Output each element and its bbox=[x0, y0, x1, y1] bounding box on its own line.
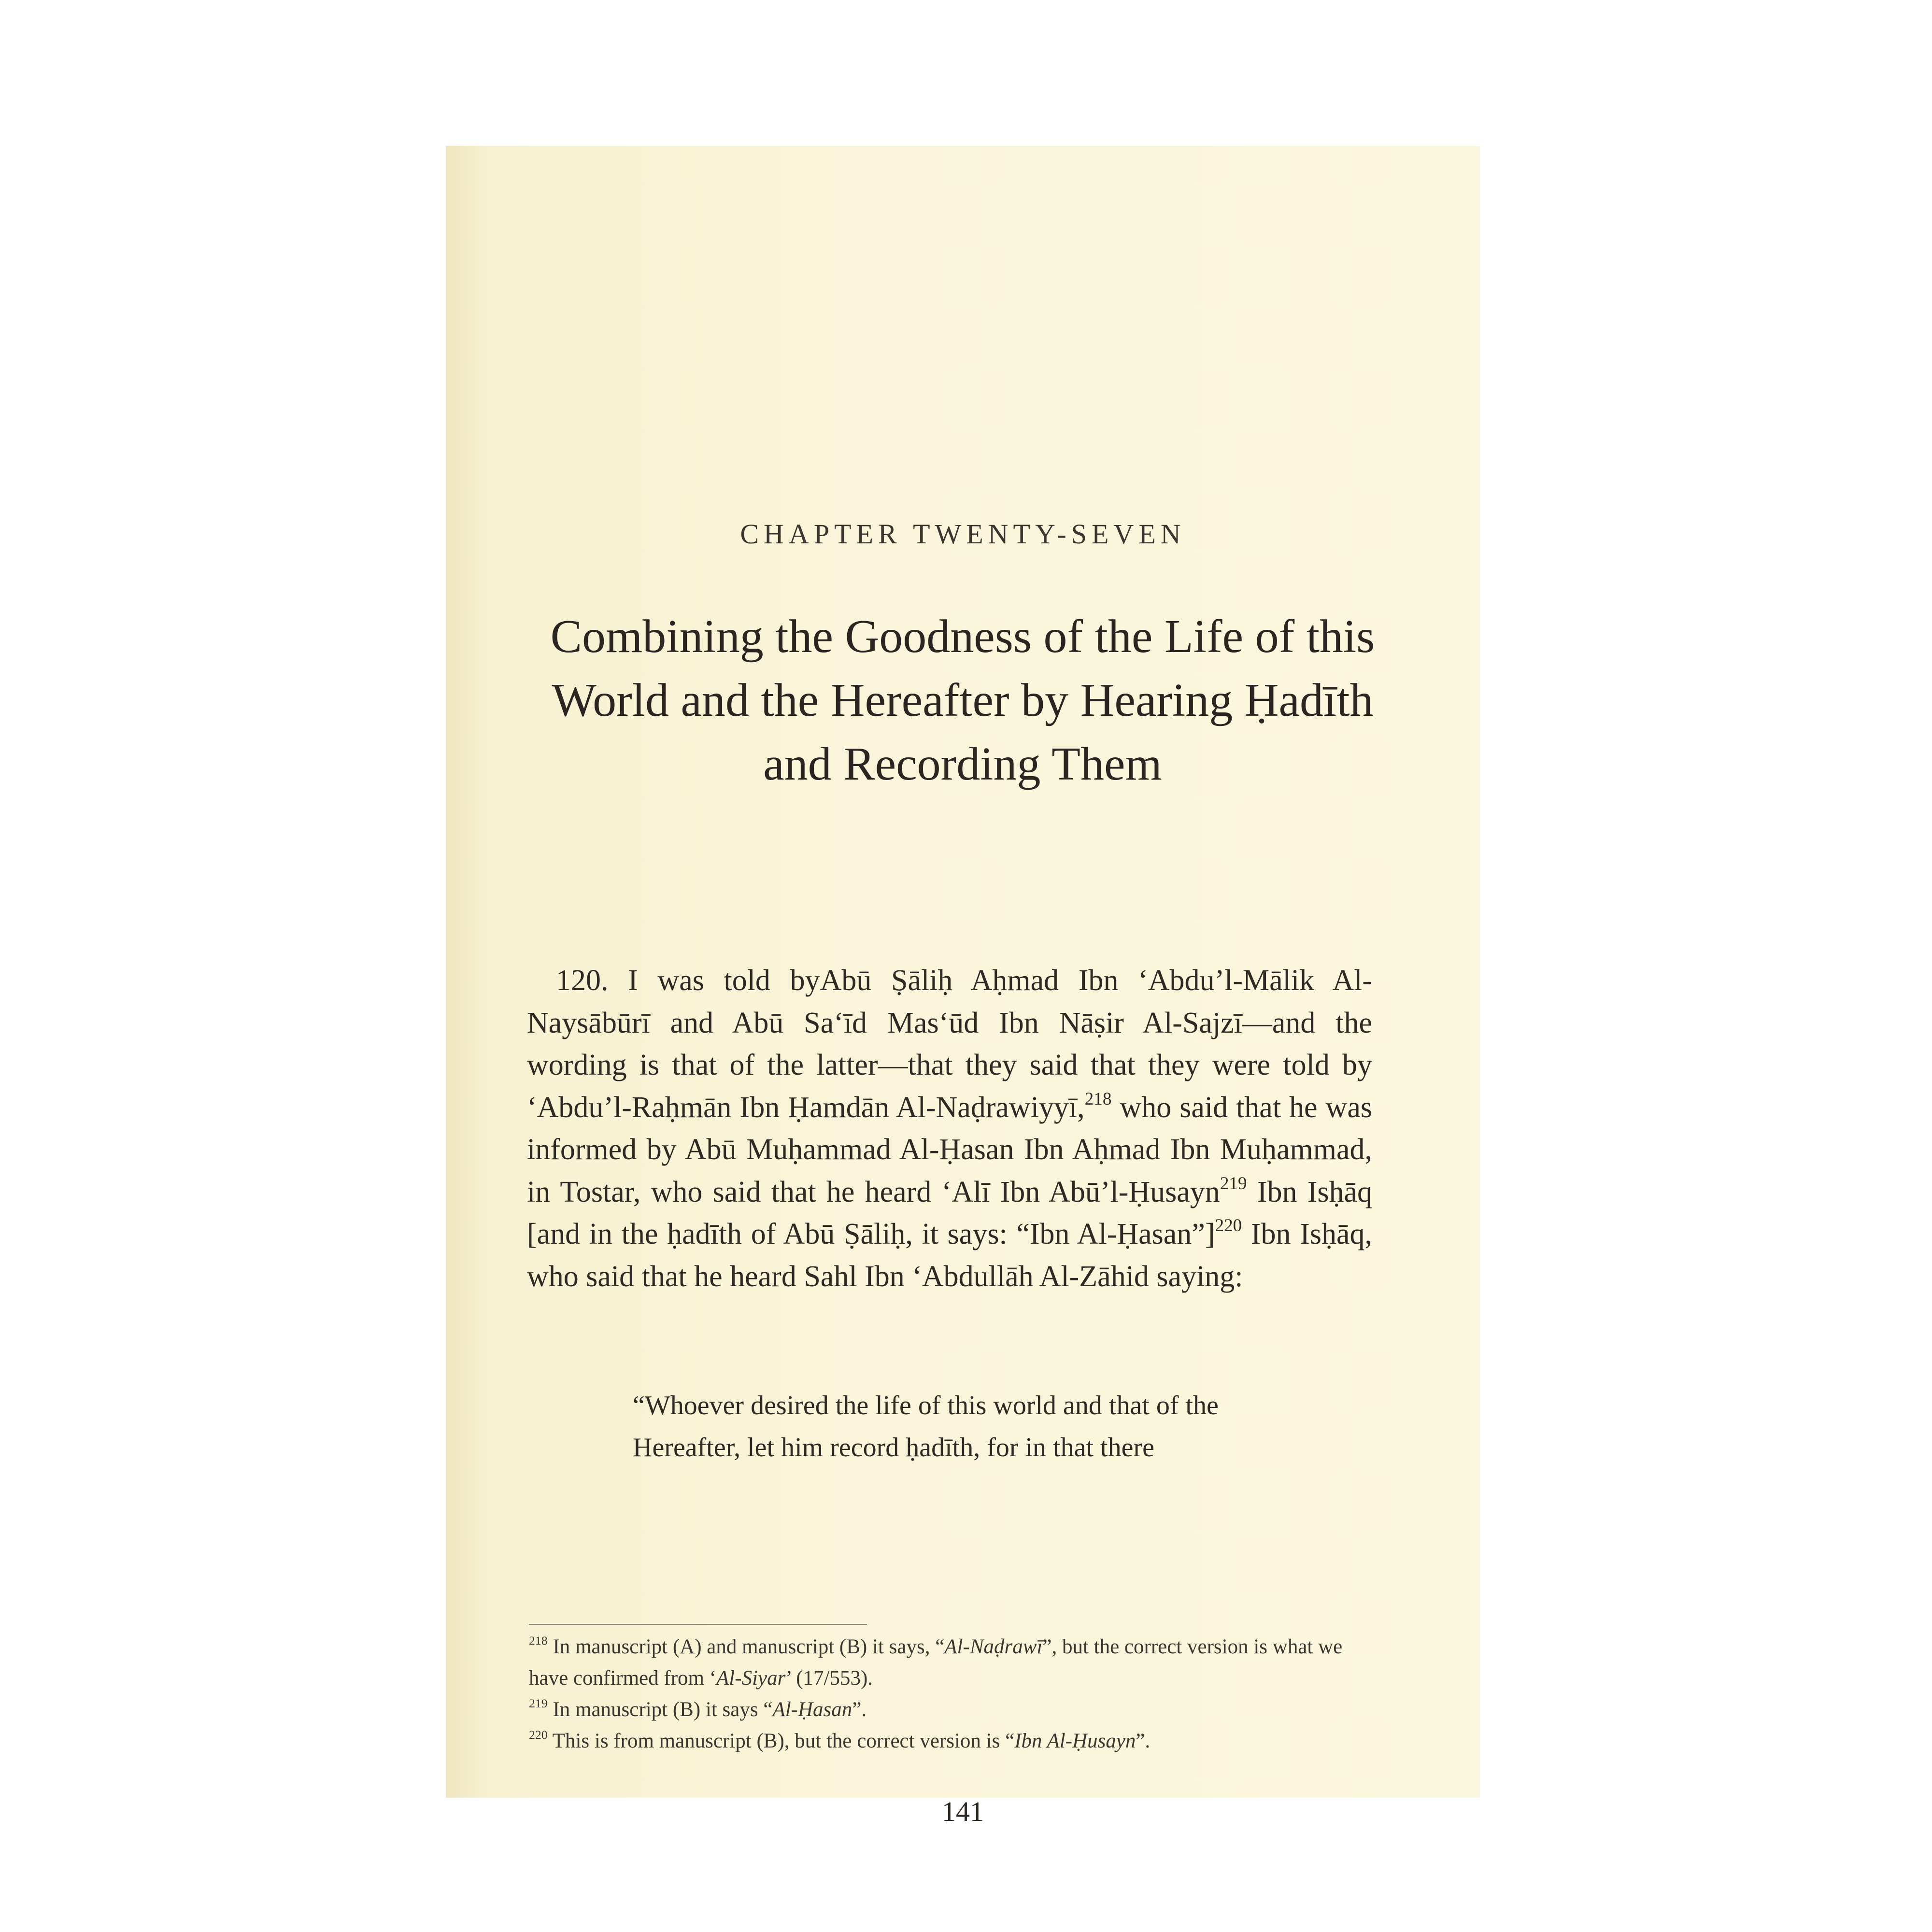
footnote-number: 218 bbox=[529, 1633, 548, 1648]
chapter-label: CHAPTER TWENTY-SEVEN bbox=[740, 518, 1186, 550]
footnote-divider bbox=[529, 1624, 867, 1625]
body-text-segment: Ibn Isḥāq, who said that he heard Sahl Ibn ‘Abdullāh Al-Zāhid saying: bbox=[527, 1218, 1372, 1293]
footnote-number: 220 bbox=[529, 1727, 548, 1742]
quote-text: “Whoever desired the life of this world and that of the Hereafter, let him record ḥadīth, for in that there bbox=[633, 1391, 1219, 1463]
footnote-italic: Al-Naḍrawī bbox=[944, 1635, 1043, 1658]
body-paragraph bbox=[527, 960, 1372, 1298]
footnote-text: This is from manuscript (B), but the correct version is “ bbox=[547, 1730, 1015, 1752]
page-number: 141 bbox=[942, 1796, 984, 1827]
footnote-italic: Al-Siyar bbox=[716, 1667, 786, 1690]
footnote-number: 219 bbox=[529, 1696, 548, 1710]
body-text-segment: 120. I was told byAbū Ṣāliḥ Aḥmad Ibn ‘Abdu’l-Mālik Al-Naysābūrī and Abū Sa‘īd Mas‘ūd Ibn Nāṣir Al-Sajzī—and the wording is that of the latter—that they said that they were told by ‘Abdu’l-Raḥmān Ibn Ḥamdān Al-Naḍrawiyyī, bbox=[527, 964, 1372, 1124]
footnote-218 bbox=[529, 1631, 1379, 1694]
footnote-text: ”. bbox=[1136, 1730, 1151, 1752]
footnote-text: In manuscript (A) and manuscript (B) it says, “ bbox=[547, 1635, 945, 1658]
body-text-segment: Ibn Isḥāq [and in the ḥadīth of Abū Ṣāliḥ, it says: “Ibn Al-Ḥasan”] bbox=[527, 1175, 1372, 1250]
paragraph-120 bbox=[527, 960, 1372, 1298]
footnote-ref-219: 219 bbox=[1220, 1173, 1247, 1193]
footnote-text: In manuscript (B) it says “ bbox=[547, 1698, 773, 1721]
footnote-italic: Al-Ḥasan bbox=[772, 1698, 852, 1721]
footnote-219 bbox=[529, 1694, 1379, 1725]
footnote-text: ’ (17/553). bbox=[785, 1667, 873, 1690]
block-quote bbox=[633, 1385, 1319, 1469]
footnote-220 bbox=[529, 1725, 1379, 1757]
footnote-ref-220: 220 bbox=[1215, 1215, 1242, 1236]
footnote-italic: Ibn Al-Ḥusayn bbox=[1014, 1730, 1136, 1752]
footnote-text: ”, but the correct version is what we have confirmed from ‘ bbox=[529, 1635, 1343, 1690]
book-page bbox=[446, 146, 1480, 1827]
body-text-segment: who said that he was informed by Abū Muḥammad Al-Ḥasan Ibn Aḥmad Ibn Muḥammad, in Tostar, who said that he heard ‘Alī Ibn Abū’l-Ḥusayn bbox=[527, 1091, 1372, 1208]
footnote-ref-218: 218 bbox=[1084, 1089, 1112, 1109]
footnotes bbox=[529, 1631, 1379, 1757]
footnote-text: ”. bbox=[852, 1698, 867, 1721]
chapter-title: Combining the Goodness of the Life of this World and the Hereafter by Hearing Ḥadīth and Recording Them bbox=[550, 611, 1375, 790]
